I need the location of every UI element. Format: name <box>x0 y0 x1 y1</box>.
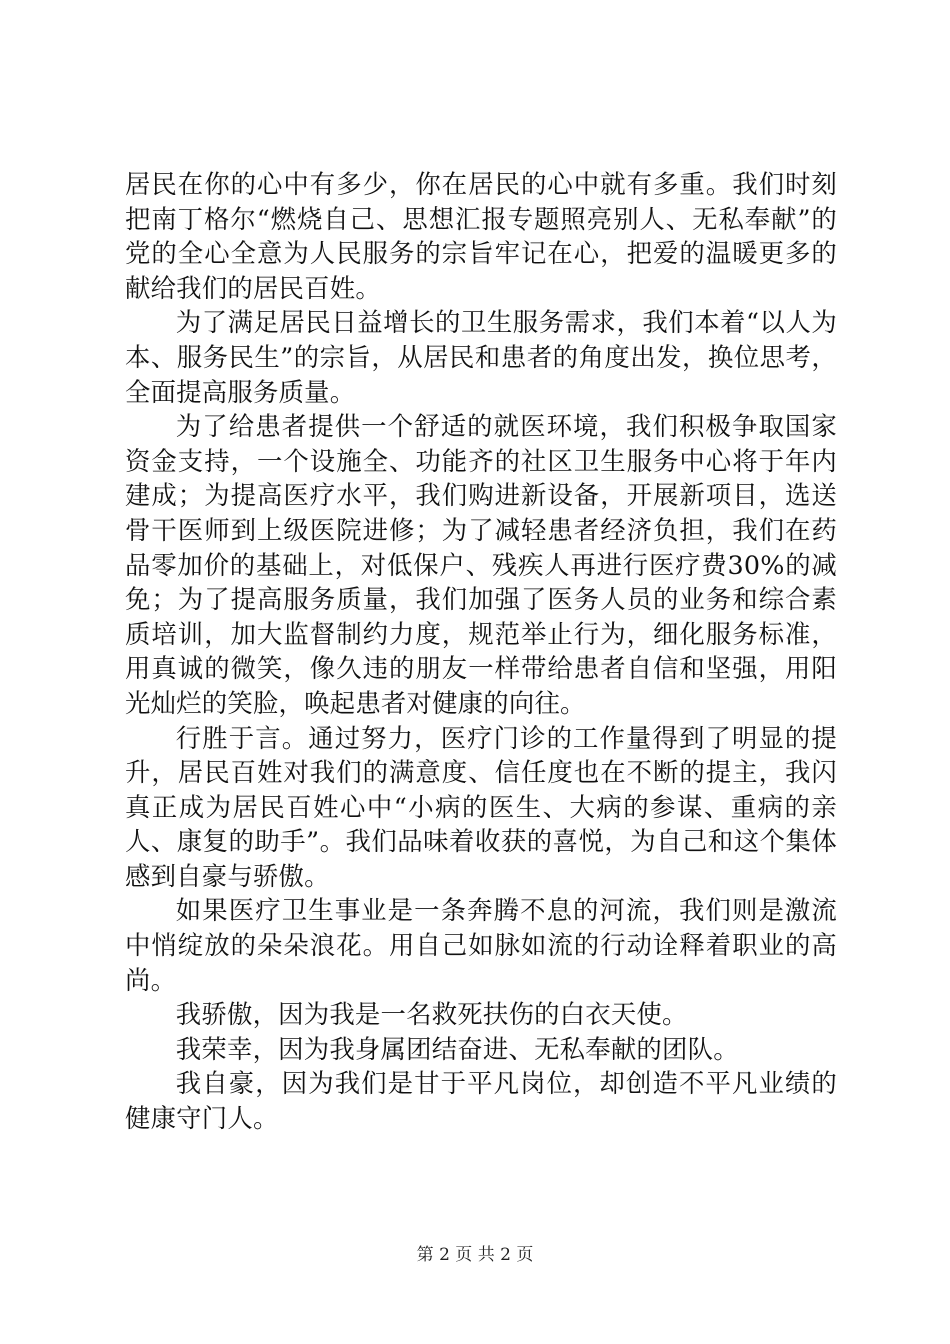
paragraph: 为了满足居民日益增长的卫生服务需求，我们本着“以人为本、服务民生”的宗旨，从居民和患者的角度出发，换位思考，全面提高服务质量。 <box>125 307 837 407</box>
paragraph-continuation: 居民在你的心中有多少，你在居民的心中就有多重。我们时刻把南丁格尔“燃烧自己、思想汇报专题照亮别人、无私奉献”的党的全心全意为人民服务的宗旨牢记在心，把爱的温暖更多的献给我们的居民百姓。 <box>125 169 837 303</box>
paragraph: 我自豪，因为我们是甘于平凡岗位，却创造不平凡业绩的健康守门人。 <box>125 1068 837 1134</box>
paragraph: 为了给患者提供一个舒适的就医环境，我们积极争取国家资金支持，一个设施全、功能齐的社区卫生服务中心将于年内建成；为提高医疗水平，我们购进新设备，开展新项目，选送骨干医师到上级医院进修；为了减轻患者经济负担，我们在药品零加价的基础上，对低保户、残疾人再进行医疗费30%的减免；为了提高服务质量，我们加强了医务人员的业务和综合素质培训，加大监督制约力度，规范举止行为，细化服务标准，用真诚的微笑，像久违的朋友一样带给患者自信和坚强，用阳光灿烂的笑脸，唤起患者对健康的向往。 <box>125 411 837 718</box>
paragraph: 我荣幸，因为我身属团结奋进、无私奉献的团队。 <box>175 1033 739 1064</box>
page-number-footer: 第 2 页 共 2 页 <box>416 1245 534 1265</box>
paragraph: 行胜于言。通过努力，医疗门诊的工作量得到了明显的提升，居民百姓对我们的满意度、信任度也在不断的提主，我闪真正成为居民百姓心中“小病的医生、大病的参谋、重病的亲人、康复的助手”。我们品味着收获的喜悦，为自己和这个集体感到自豪与骄傲。 <box>125 722 837 891</box>
paragraph: 如果医疗卫生事业是一条奔腾不息的河流，我们则是激流中悄绽放的朵朵浪花。用自己如脉如流的行动诠释着职业的高尚。 <box>125 895 837 995</box>
document-body <box>125 167 837 1136</box>
paragraph: 我骄傲，因为我是一名救死扶伤的白衣天使。 <box>175 999 688 1030</box>
